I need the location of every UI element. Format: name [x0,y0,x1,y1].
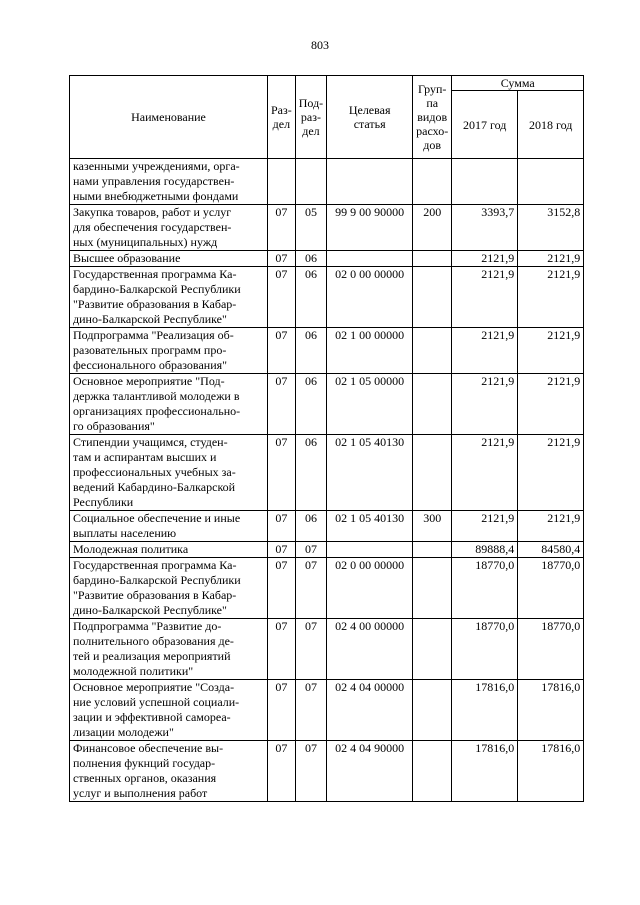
cell-group [413,159,452,205]
table-row [70,511,584,542]
cell-section: 07 [268,558,296,619]
cell-name: Государственная программа Ка- бардино-Балкарской Республики "Развитие образования в Кабар- дино-Балкарской Республике" [70,558,268,619]
cell-name: Стипендии учащимся, студен- там и аспирантам высших и профессиональных учебных за- ведений Кабардино-Балкарской Республики [70,435,268,511]
header-target: Целевая статья [327,76,413,159]
table-row [70,680,584,741]
budget-table [69,75,584,802]
cell-2017: 2121,9 [452,511,518,542]
cell-name: Основное мероприятие "Созда- ние условий успешной социали- зации и эффективной самореа- лизации молодежи" [70,680,268,741]
header-group: Груп- па видов расхо- дов [413,76,452,159]
cell-2017: 2121,9 [452,328,518,374]
cell-name: Высшее образование [70,251,268,267]
cell-2017: 2121,9 [452,435,518,511]
cell-2018: 18770,0 [518,558,584,619]
cell-subsection: 07 [295,619,326,680]
cell-group: 300 [413,511,452,542]
cell-2017: 2121,9 [452,267,518,328]
cell-name: Подпрограмма "Реализация об- разовательных программ про- фессионального образования" [70,328,268,374]
cell-subsection: 06 [295,435,326,511]
cell-2017: 2121,9 [452,374,518,435]
cell-2018: 2121,9 [518,251,584,267]
cell-2018: 2121,9 [518,328,584,374]
cell-section [268,159,296,205]
table-body [70,159,584,802]
cell-target: 02 1 05 40130 [327,511,413,542]
cell-subsection: 07 [295,680,326,741]
cell-target: 02 1 05 00000 [327,374,413,435]
cell-2017: 3393,7 [452,205,518,251]
cell-group: 200 [413,205,452,251]
cell-section: 07 [268,251,296,267]
cell-2017: 18770,0 [452,619,518,680]
cell-group [413,251,452,267]
cell-group [413,328,452,374]
cell-2018: 2121,9 [518,435,584,511]
cell-2017 [452,159,518,205]
cell-target [327,542,413,558]
table-row [70,328,584,374]
header-sum: Сумма [452,76,584,91]
cell-2018: 84580,4 [518,542,584,558]
cell-2018: 3152,8 [518,205,584,251]
cell-target: 02 4 00 00000 [327,619,413,680]
cell-name: Закупка товаров, работ и услуг для обеспечения государствен- ных (муниципальных) нужд [70,205,268,251]
cell-section: 07 [268,542,296,558]
cell-subsection: 06 [295,511,326,542]
table-row [70,435,584,511]
cell-target [327,251,413,267]
cell-section: 07 [268,435,296,511]
cell-section: 07 [268,267,296,328]
cell-2018: 17816,0 [518,680,584,741]
cell-section: 07 [268,741,296,802]
header-year-2017: 2017 год [452,91,518,159]
cell-2018: 18770,0 [518,619,584,680]
cell-subsection: 07 [295,558,326,619]
cell-name: Основное мероприятие "Под- держка талантливой молодежи в организациях профессионально- го образования" [70,374,268,435]
cell-subsection: 07 [295,741,326,802]
cell-2018 [518,159,584,205]
cell-2017: 89888,4 [452,542,518,558]
table-row [70,205,584,251]
cell-group [413,542,452,558]
cell-section: 07 [268,511,296,542]
cell-subsection: 06 [295,267,326,328]
cell-2018: 2121,9 [518,267,584,328]
cell-target: 02 1 00 00000 [327,328,413,374]
cell-section: 07 [268,374,296,435]
cell-target: 99 9 00 90000 [327,205,413,251]
header-subsection: Под- раз- дел [295,76,326,159]
cell-2017: 17816,0 [452,680,518,741]
table-row [70,542,584,558]
cell-2018: 2121,9 [518,511,584,542]
cell-group [413,435,452,511]
cell-name: Подпрограмма "Развитие до- полнительного образования де- тей и реализация мероприятий молодежной политики" [70,619,268,680]
cell-target: 02 1 05 40130 [327,435,413,511]
table-row [70,267,584,328]
cell-target: 02 0 00 00000 [327,558,413,619]
cell-name: Социальное обеспечение и иные выплаты населению [70,511,268,542]
page-number: 803 [311,38,329,52]
table-row [70,374,584,435]
cell-group [413,619,452,680]
cell-subsection: 06 [295,251,326,267]
cell-section: 07 [268,328,296,374]
cell-group [413,741,452,802]
cell-2018: 17816,0 [518,741,584,802]
cell-group [413,374,452,435]
cell-subsection: 06 [295,374,326,435]
table-row [70,558,584,619]
cell-2018: 2121,9 [518,374,584,435]
cell-2017: 17816,0 [452,741,518,802]
cell-name: Финансовое обеспечение вы- полнения фукнций государ- ственных органов, оказания услуг и выполнения работ [70,741,268,802]
cell-group [413,267,452,328]
cell-subsection: 06 [295,328,326,374]
header-section: Раз- дел [268,76,296,159]
cell-subsection [295,159,326,205]
header-year-2018: 2018 год [518,91,584,159]
cell-subsection: 07 [295,542,326,558]
cell-target [327,159,413,205]
table-header [70,76,584,159]
table-row [70,251,584,267]
cell-name: Молодежная политика [70,542,268,558]
cell-section: 07 [268,205,296,251]
cell-name: казенными учреждениями, орга- нами управления государствен- ными внебюджетными фондами [70,159,268,205]
cell-group [413,680,452,741]
cell-group [413,558,452,619]
table-row [70,619,584,680]
cell-target: 02 4 04 90000 [327,741,413,802]
table-row [70,741,584,802]
table-row [70,159,584,205]
cell-subsection: 05 [295,205,326,251]
cell-section: 07 [268,680,296,741]
cell-2017: 2121,9 [452,251,518,267]
cell-section: 07 [268,619,296,680]
cell-target: 02 4 04 00000 [327,680,413,741]
header-name: Наименование [70,76,268,159]
cell-name: Государственная программа Ка- бардино-Балкарской Республики "Развитие образования в Кабар- дино-Балкарской Республике" [70,267,268,328]
cell-target: 02 0 00 00000 [327,267,413,328]
cell-2017: 18770,0 [452,558,518,619]
